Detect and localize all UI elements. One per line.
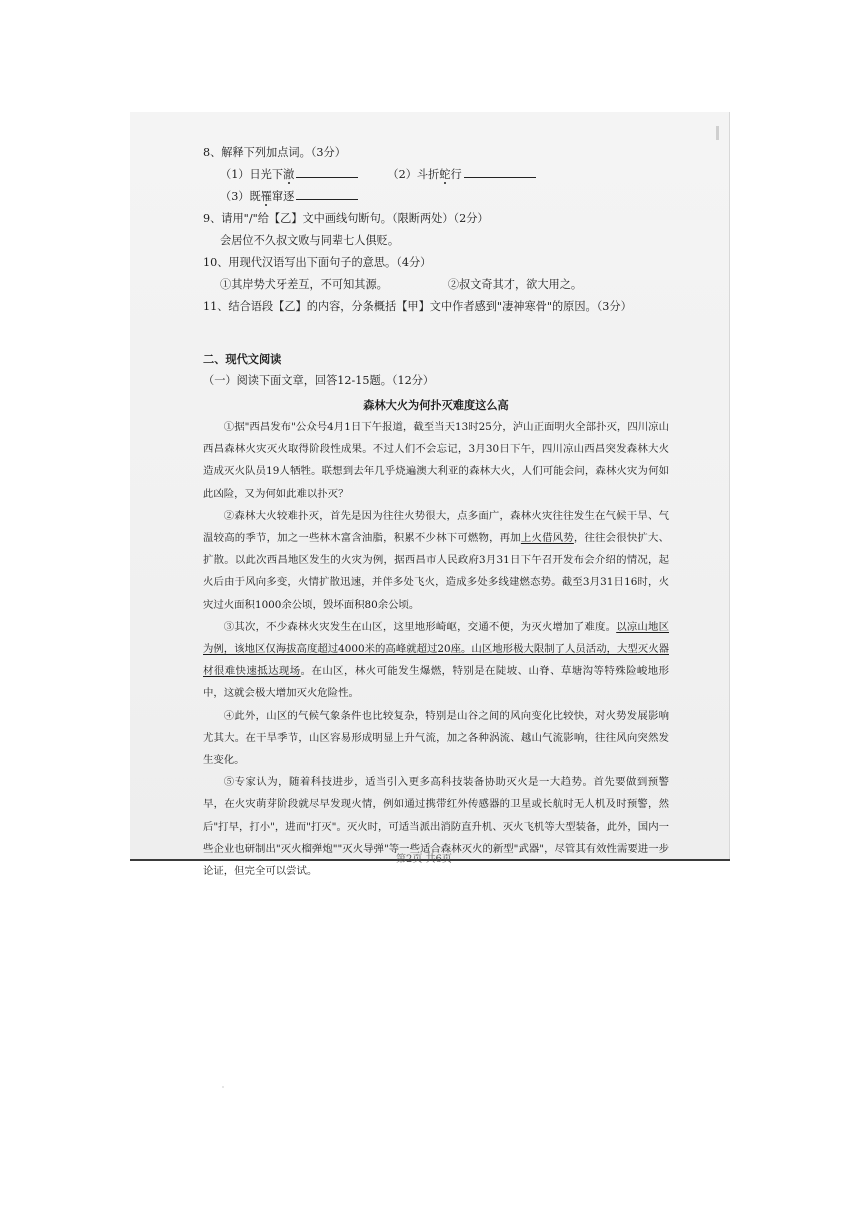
question-8-row2: （3）既罹窜逐 — [203, 186, 669, 208]
question-8-row1: （1）日光下澈 （2）斗折蛇行 — [203, 164, 669, 186]
question-10: 10、用现代汉语写出下面句子的意思。（4分） — [203, 256, 432, 269]
article-paragraph-3: ③其次，不少森林火灾发生在山区，这里地形崎岖，交通不便，为灭火增加了难度。以凉山地区为例，该地区仅海拔高度超过4000米的高峰就超过20座。山区地形极大限制了人员活动，大型灭火器材很难快速抵达现场。在山区，林火可能发生爆燃，特别是在陡坡、山脊、草塘沟等特殊险峻地形中，这就会极大增加灭火危险性。 — [203, 620, 670, 700]
article-paragraph-1: ①据"西昌发布"公众号4月1日下午报道，截至当天13时25分，泸山正面明火全部扑灭，四川凉山西昌森林火灾灭火取得阶段性成果。不过人们不会忘记，3月30日下午，四川凉山西昌突发森林大火造成灭火队员19人牺牲。联想到去年几乎烧遍澳大利亚的森林大火，人们可能会问，森林火灾为何如此凶险，又为何如此难以扑灭？ — [203, 421, 669, 500]
question-11: 11、结合语段【乙】的内容，分条概括【甲】文中作者感到"凄神寒骨"的原因。（3分） — [203, 300, 632, 313]
section-heading: 二、现代文阅读 — [203, 352, 282, 366]
scan-artifact — [716, 126, 719, 140]
question-8: 8、解释下列加点词。（3分） — [203, 146, 346, 159]
question-9: 9、请用"/"给【乙】文中画线句断句。（限断两处）（2分） — [203, 212, 489, 225]
answer-blank[interactable] — [296, 188, 358, 200]
dotted-char: 澈 — [283, 168, 295, 181]
answer-blank[interactable] — [464, 166, 536, 178]
page-footer: 第2页 共6页 — [396, 854, 452, 865]
dotted-char: 罹 — [260, 190, 272, 203]
question-9-sentence: 会居位不久叔文败与同辈七人俱贬。 — [220, 234, 400, 247]
exam-content — [203, 142, 669, 882]
article-paragraph-2: ②森林大火较难扑灭，首先是因为往往火势很大，点多面广，森林火灾往往发生在气候干旱、气温较高的季节，加之一些林木富含油脂，积累不少林下可燃物，再加上火借风势，往往会很快扩大、扩散。以此次西昌地区发生的火灾为例，据西昌市人民政府3月31日下午召开发布会介绍的情况，起火后由于风向多变，火情扩散迅速，并伴多处飞火，造成多处多线建燃态势。截至3月31日16时，火灾过火面积1000余公顷，毁坏面积80余公顷。 — [203, 509, 670, 611]
underlined-phrase: 上火借风势 — [520, 532, 574, 545]
underlined-sentence: 以凉山地区为例，该地区仅海拔高度超过4000米的高峰就超过20座。山区地形极大限制了人员活动，大型灭火器材很难快速抵达现场 — [203, 620, 669, 678]
dotted-char: 蛇 — [439, 168, 451, 181]
article-paragraph-4: ④此外，山区的气候气象条件也比较复杂，特别是山谷之间的风向变化比较快，对火势发展影响尤其大。在干旱季节，山区容易形成明显上升气流，加之各种涡流、越山气流影响，往往风向突然发生变化。 — [203, 709, 669, 767]
reading-instructions: （一）阅读下面文章，回答12-15题。（12分） — [203, 374, 435, 387]
scan-edge — [729, 112, 730, 860]
scan-speck — [222, 1086, 224, 1088]
question-10-sentences: ①其岸势犬牙差互，不可知其源。 ②叔文奇其才，欲大用之。 — [220, 278, 583, 291]
article-title: 森林大火为何扑灭难度这么高 — [363, 398, 509, 412]
article-paragraph-5: ⑤专家认为，随着科技进步，适当引入更多高科技装备协助灭火是一大趋势。首先要做到预警早，在火灾萌芽阶段就尽早发现火情，例如通过携带红外传感器的卫星或长航时无人机及时预警，然后"打早，打小"，进而"打灭"。灭火时，可适当派出消防直升机、灭火飞机等大型装备，此外，国内一些企业也研制出"灭火榴弹炮""灭火导弹"等一些适合森林灭火的新型"武器"，尽管其有效性需要进一步论证，但完全可以尝试。 — [203, 776, 669, 878]
answer-blank[interactable] — [296, 166, 358, 178]
